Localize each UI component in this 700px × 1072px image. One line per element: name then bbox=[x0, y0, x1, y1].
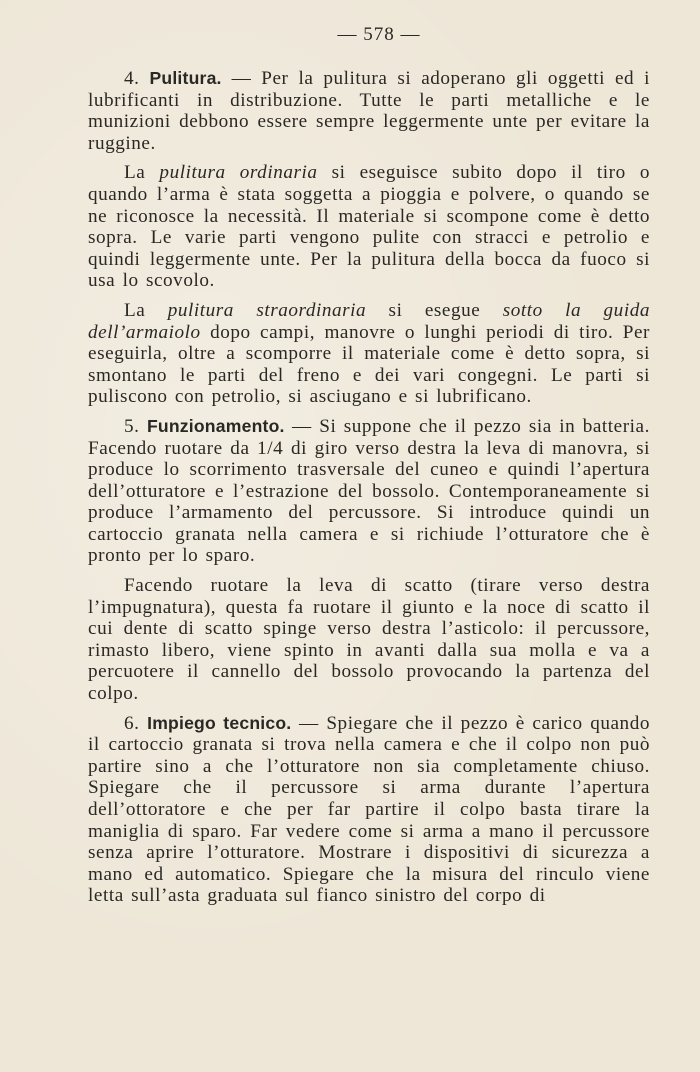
emphasis-pulitura-ordinaria: pulitura ordinaria bbox=[159, 162, 318, 184]
paragraph-impiego-tecnico bbox=[88, 713, 650, 907]
section-number: 4. bbox=[124, 68, 140, 89]
paragraph-text: dopo campi, manovre o lunghi periodi di tiro. Per eseguirla, oltre a scomporre il materiale come è detto sopra, si smontano le parti del freno e dei vari congegni. Le parti si puliscono con petrolio, si asciugano e si lubrificano. bbox=[88, 321, 650, 408]
emphasis-pulitura-straordinaria: pulitura straordinaria bbox=[167, 299, 367, 321]
paragraph-funzionamento-1 bbox=[88, 416, 650, 567]
page-number: — 578 — bbox=[337, 24, 421, 45]
paragraph-text: si eseguisce subito dopo il tiro o quando l’arma è stata soggetta a pioggia e polvere, o quando se ne riconosce la necessità. Il materiale si scompone come è detto sopra. Le varie parti vengono pulite con stracci e petrolio e quindi leggermente unte. Per la pulitura della bocca da fuoco si usa lo scovolo. bbox=[88, 162, 650, 292]
page-body bbox=[88, 68, 650, 907]
section-number: 5. bbox=[124, 415, 140, 437]
paragraph-text: — Si suppone che il pezzo sia in batteria. Facendo ruotare da 1/4 di giro verso destra la leva di manovra, si produce lo scorrimento trasversale del cuneo e quindi l’apertura dell’otturatore e l’estrazione del bossolo. Contemporaneamente si produce l’armamento del percussore. Si introduce quindi un cartoccio granata nella camera e si richiude l’otturatore che è pronto per lo sparo. bbox=[88, 415, 650, 567]
emphasis-guida-armaiolo: sotto la guida dell’armaiolo bbox=[88, 299, 650, 343]
paragraph-pulitura-straordinaria bbox=[88, 300, 650, 408]
section-number: 6. bbox=[124, 712, 140, 734]
paragraph-pulitura-intro bbox=[88, 68, 650, 154]
paragraph-text: — Per la pulitura si adoperano gli oggetti ed i lubrificanti in distribuzione. Tutte le parti metalliche e le munizioni debbono essere sempre leggermente unte per evitare la ruggine. bbox=[88, 68, 650, 154]
section-heading-pulitura: Pulitura. bbox=[149, 68, 222, 88]
paragraph-funzionamento-2 bbox=[88, 575, 650, 705]
paragraph-text: Facendo ruotare la leva di scatto (tirare verso destra l’impugnatura), questa fa ruotare il giunto e la noce di scatto il cui dente di scatto spinge verso destra l’asticolo: il percussore, rimasto libero, viene spinto in avanti dalla sua molla e va a percuotere il cannello del bossolo provocando la partenza del colpo. bbox=[88, 575, 650, 705]
section-heading-impiego-tecnico: Impiego tecnico. bbox=[147, 712, 292, 733]
section-heading-funzionamento: Funzionamento. bbox=[146, 415, 285, 436]
paragraph-text: — Spiegare che il pezzo è carico quando il cartoccio granata si trova nella camera e che il colpo non può partire sino a che l’otturatore non sia completamente chiuso. Spiegare che il percussore si arma durante l’apertura dell’ottoratore e che per far partire il colpo basta tirare la maniglia di sparo. Far vedere come si arma a mano il percussore senza aprire l’otturatore. Mostrare i dispositivi di sicurezza a mano ed automatico. Spiegare che la misura del rinculo viene letta sull’asta graduata sul fianco sinistro del corpo di bbox=[88, 712, 650, 907]
paragraph-prefix: La bbox=[124, 162, 160, 184]
paragraph-prefix: La bbox=[124, 299, 168, 321]
paragraph-pulitura-ordinaria bbox=[88, 162, 650, 292]
paragraph-text-mid: si esegue bbox=[366, 299, 503, 321]
